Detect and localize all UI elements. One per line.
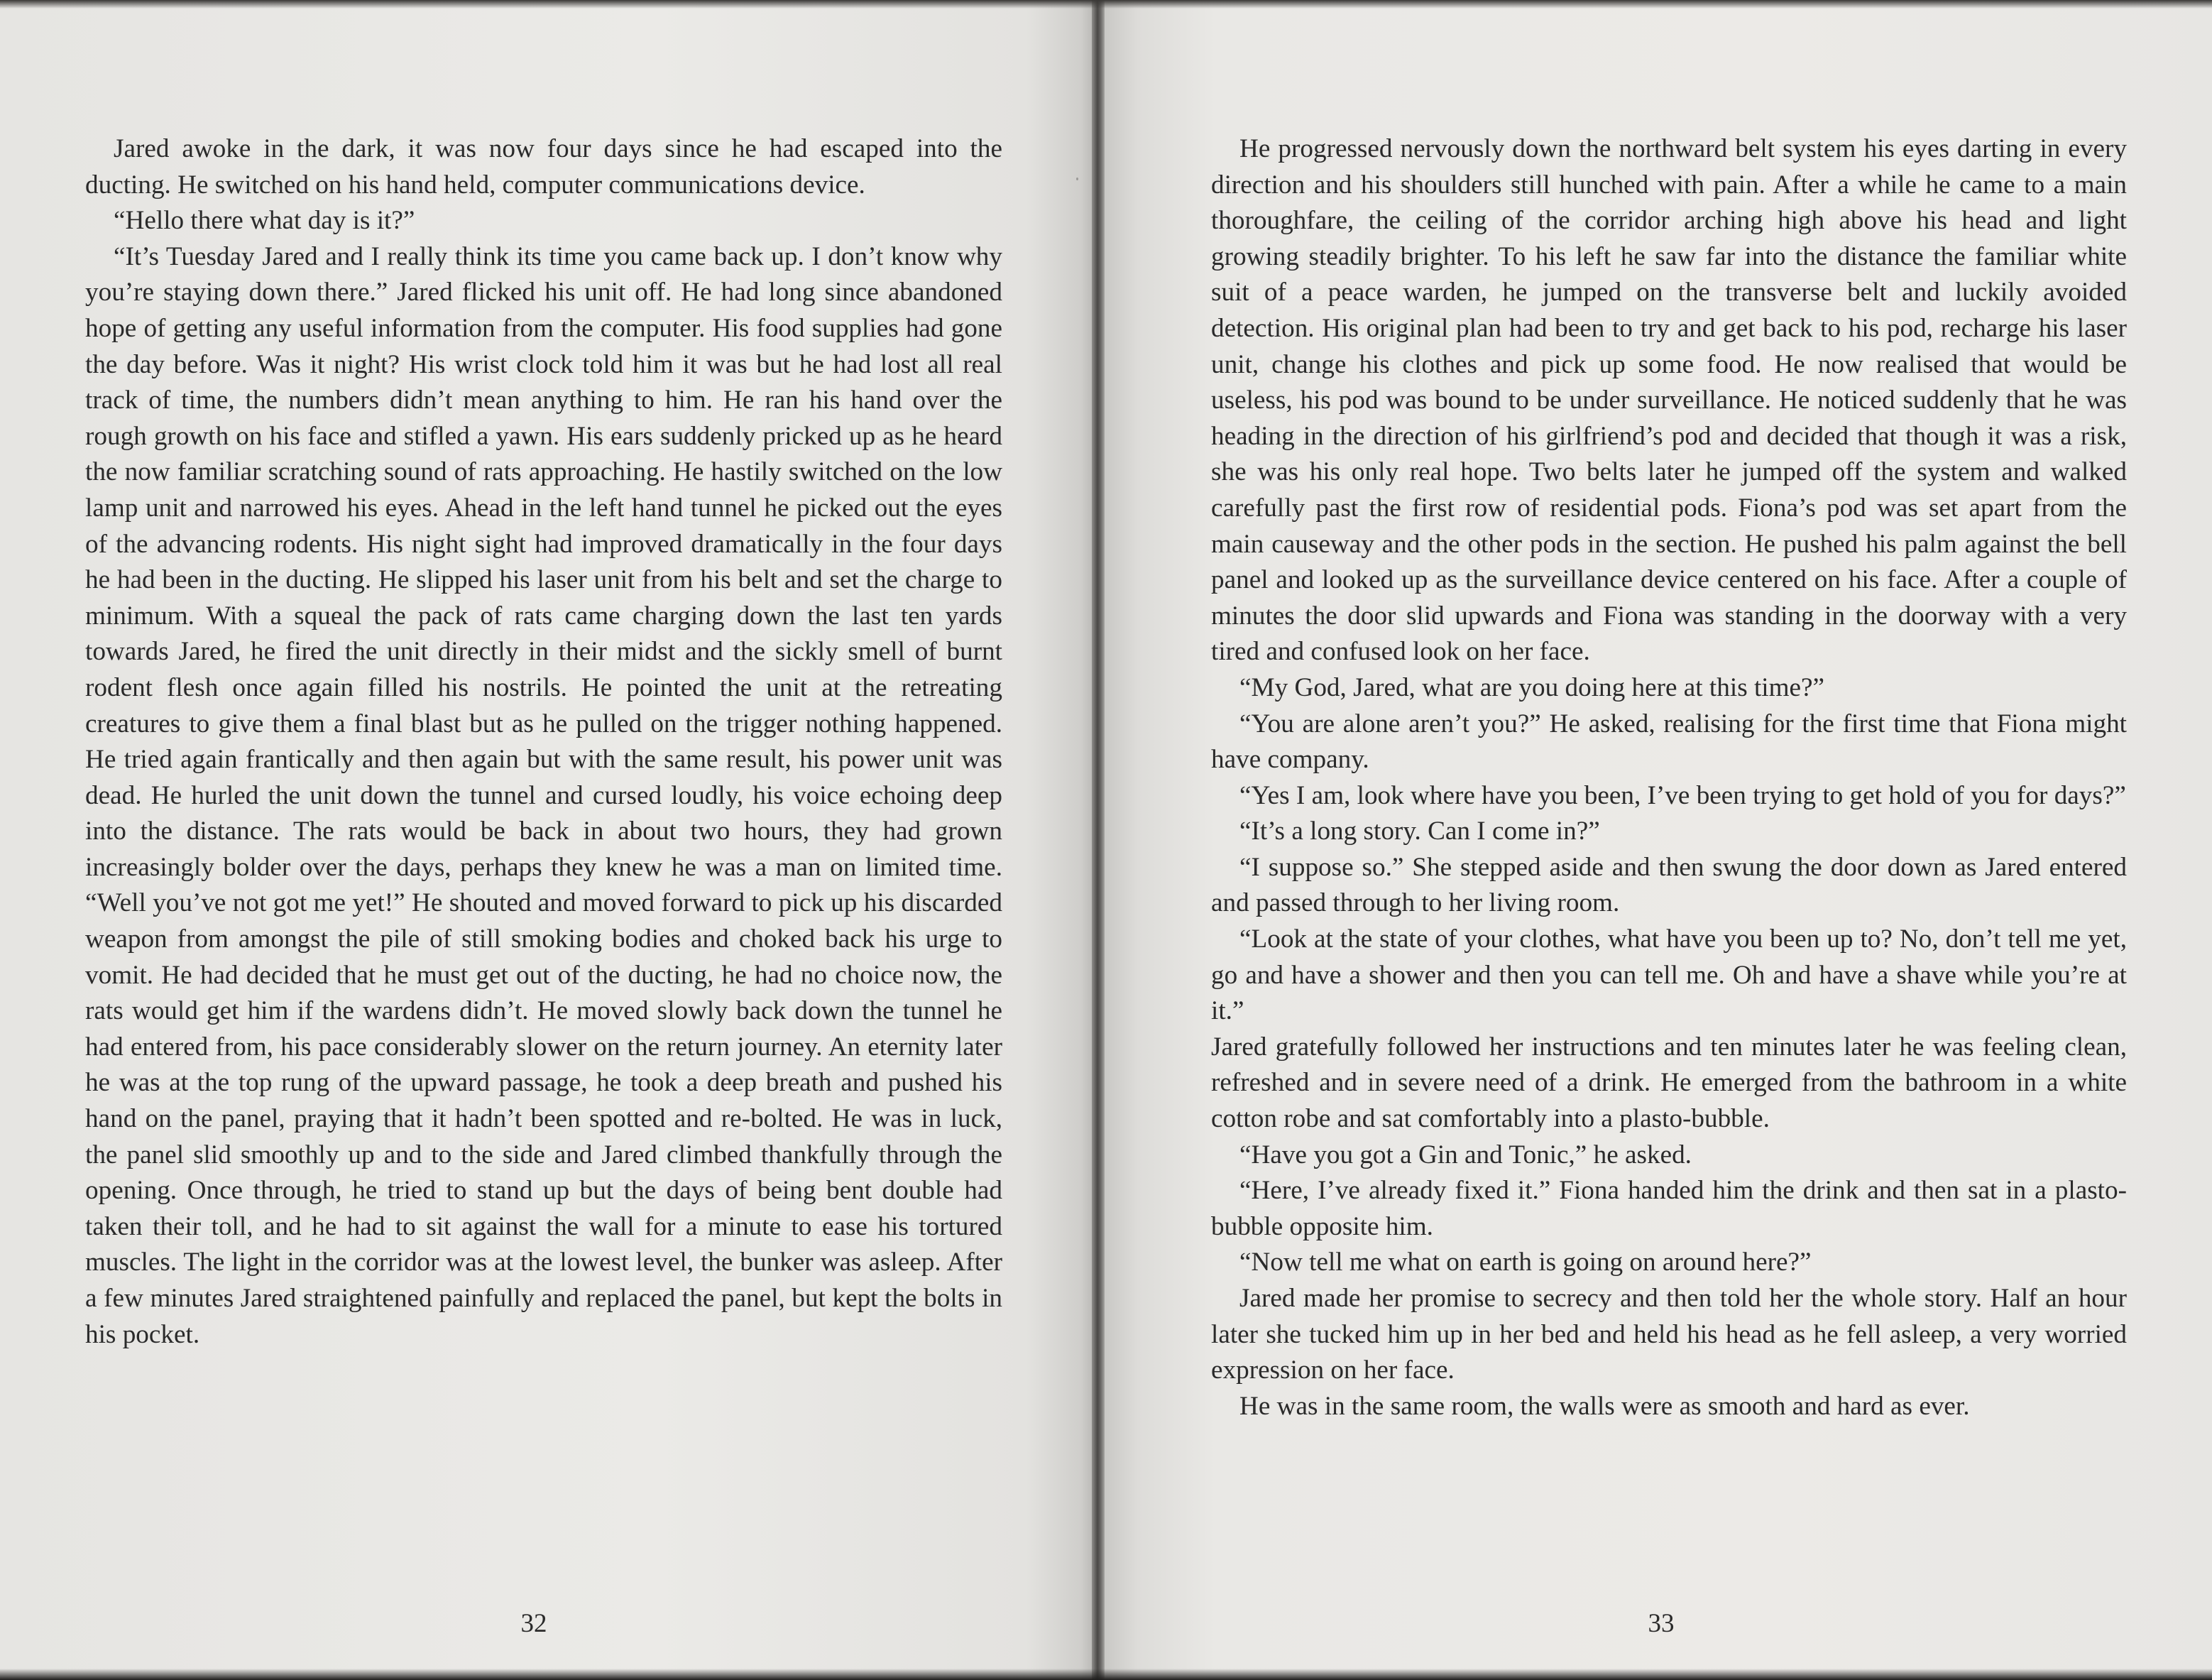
left-page-text <box>85 131 1002 1353</box>
bottom-edge-shadow <box>0 1669 2212 1680</box>
book-gutter <box>1092 0 1105 1680</box>
paragraph: “It’s a long story. Can I come in?” <box>1239 817 1600 846</box>
paragraph: “Have you got a Gin and Tonic,” he asked. <box>1239 1140 1692 1169</box>
paper-speck <box>1076 178 1078 180</box>
paragraph: “Hello there what day is it?” <box>114 206 415 236</box>
paragraph: “My God, Jared, what are you doing here at this time?” <box>1239 672 1825 702</box>
paragraph: He was in the same room, the walls were as smooth and hard as ever. <box>1239 1391 1970 1421</box>
page-number: 32 <box>520 1609 547 1638</box>
paragraph: Jared awoke in the dark, it was now four days since he had escaped into the ducting. He switched on his hand held, computer communications device. <box>85 134 1002 200</box>
paragraph: Jared gratefully followed her instructions and ten minutes later he was feeling clean, refreshed and in severe need of a drink. He emerged from the bathroom in a white cotton robe and sat comfortably into a plasto-bubble. <box>1211 1032 2127 1134</box>
left-page <box>0 0 1092 1680</box>
paragraph: He progressed nervously down the northward belt system his eyes darting in every direction and his shoulders still hunched with pain. After a while he came to a main thoroughfare, the ceiling of the corridor arching high above his head and light growing steadily brighter. To his left he saw far into the distance the familiar white suit of a peace warden, he jumped on the transverse belt and luckily avoided detection. His original plan had been to try and get back to his pod, recharge his laser unit, change his clothes and pick up some food. He now realised that would be useless, his pod was bound to be under surveillance. He noticed suddenly that he was heading in the direction of his girlfriend’s pod and decided that though it was a risk, she was his only real hope. Two belts later he jumped off the system and walked carefully past the first row of residential pods. Fiona’s pod was set apart from the main causeway and the other pods in the section. He pushed his palm against the bell panel and looked up as the surveillance device centered on his face. After a couple of minutes the door slid upwards and Fiona was standing in the doorway with a very tired and confused look on her face. <box>1211 134 2127 667</box>
paragraph: “Here, I’ve already fixed it.” Fiona handed him the drink and then sat in a plasto-bubble opposite him. <box>1211 1176 2127 1241</box>
paragraph: “Now tell me what on earth is going on around here?” <box>1239 1248 1812 1277</box>
paragraph: Jared made her promise to secrecy and then told her the whole story. Half an hour later she tucked him up in her bed and held his head as he fell asleep, a very worried expression on her face. <box>1211 1284 2127 1385</box>
right-page-text <box>1211 131 2127 1424</box>
top-edge-shadow <box>0 0 2212 9</box>
paragraph: “I suppose so.” She stepped aside and then swung the door down as Jared entered and passed through to her living room. <box>1211 852 2127 918</box>
paragraph: “Yes I am, look where have you been, I’ve been trying to get hold of you for days?” <box>1239 780 2126 810</box>
paragraph: “You are alone aren’t you?” He asked, realising for the first time that Fiona might have company. <box>1211 709 2127 775</box>
page-number: 33 <box>1648 1609 1675 1638</box>
paragraph: “Look at the state of your clothes, what have you been up to? No, don’t tell me yet, go and have a shower and then you can tell me. Oh and have a shave while you’re at it.” <box>1211 924 2127 1026</box>
paragraph: “It’s Tuesday Jared and I really think its time you came back up. I don’t know why you’re staying down there.” Jared flicked his unit off. He had long since abandoned hope of getting any useful information from the computer. His food supplies had gone the day before. Was it night? His wrist clock told him it was but he had lost all real track of time, the numbers didn’t mean anything to him. He ran his hand over the rough growth on his face and stifled a yawn. His ears suddenly pricked up as he heard the now familiar scratching sound of rats approaching. He hastily switched on the low lamp unit and narrowed his eyes. Ahead in the left hand tunnel he picked out the eyes of the advancing rodents. His night sight had improved dramatically in the four days he had been in the ducting. He slipped his laser unit from his belt and set the charge to minimum. With a squeal the pack of rats came charging down the last ten yards towards Jared, he fired the unit directly in their midst and the sickly smell of burnt rodent flesh once again filled his nostrils. He pointed the unit at the retreating creatures to give them a final blast but as he pulled on the trigger nothing happened. He tried again frantically and then again but with the same result, his power unit was dead. He hurled the unit down the tunnel and cursed loudly, his voice echoing deep into the distance. The rats would be back in about two hours, they had grown increasingly bolder over the days, perhaps they knew he was a man on limited time. “Well you’ve not got me yet!” He shouted and moved forward to pick up his discarded weapon from amongst the pile of still smoking bodies and choked back his urge to vomit. He had decided that he must get out of the ducting, he had no choice now, the rats would get him if the wardens didn’t. He moved slowly back down the tunnel he had entered from, his pace considerably slower on the return journey. An eternity later he was at the top rung of the upward passage, he took a deep breath and pushed his hand on the panel, praying that it hadn’t been spotted and re-bolted. He was in luck, the panel slid smoothly up and to the side and Jared climbed thankfully through the opening. Once through, he tried to stand up but the days of being bent double had taken their toll, and he had to sit against the wall for a minute to ease his tortured muscles. The light in the corridor was at the lowest level, the bunker was asleep. After a few minutes Jared straightened painfully and replaced the panel, but kept the bolts in his pocket. <box>85 241 1002 1349</box>
